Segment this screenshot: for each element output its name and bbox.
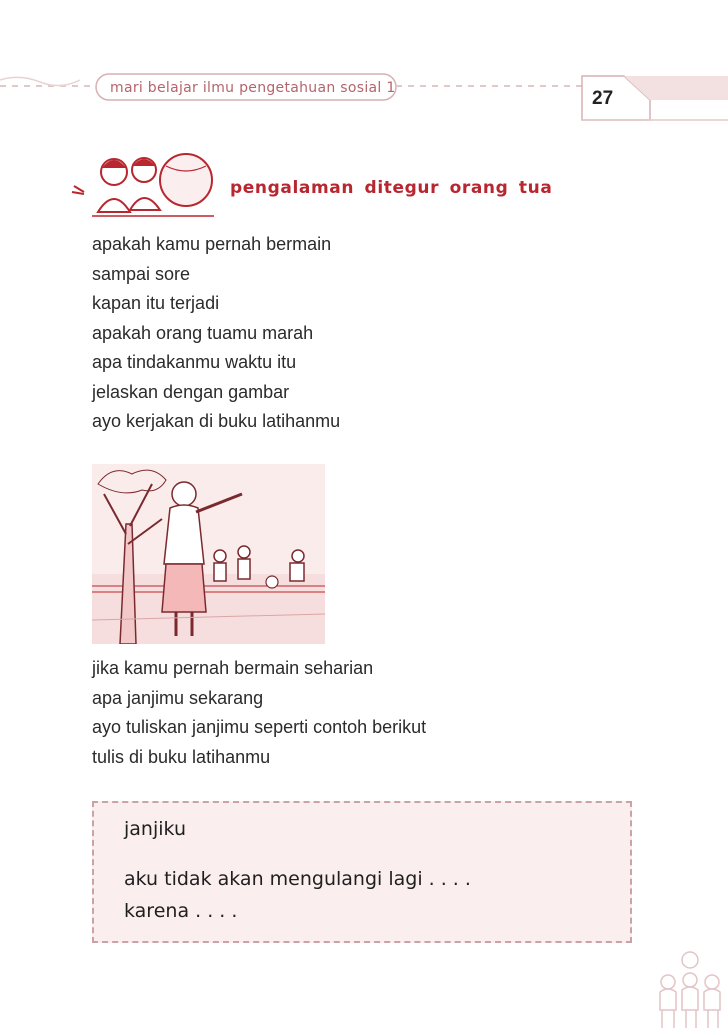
section-title: pengalaman ditegur orang tua [230, 178, 553, 198]
question-line: jelaskan dengan gambar [92, 381, 290, 402]
question-line: apa tindakanmu waktu itu [92, 352, 297, 372]
instruction-line: tulis di buku latihanmu [92, 746, 271, 767]
instruction-line: apa janjimu sekarang [92, 687, 264, 708]
instruction-line: jika kamu pernah bermain seharian [92, 658, 374, 678]
question-line: kapan itu terjadi [92, 293, 220, 313]
two-children-with-ball-icon [64, 146, 224, 226]
promise-line: aku tidak akan mengulangi lagi . . . . [124, 868, 471, 890]
question-line: apakah orang tuamu marah [92, 322, 314, 343]
promise-line: karena . . . . [124, 900, 238, 922]
question-line: ayo kerjakan di buku latihanmu [92, 411, 341, 431]
page-number: 27 [592, 88, 614, 109]
mother-calling-children-playing-ball-illustration [92, 464, 325, 644]
instruction-list [92, 654, 426, 772]
series-label: mari belajar ilmu pengetahuan sosial 1 [110, 80, 396, 96]
question-line: sampai sore [92, 263, 191, 284]
question-line: apakah kamu pernah bermain [92, 234, 332, 254]
instruction-line: ayo tuliskan janjimu seperti contoh berikut [92, 717, 427, 737]
question-list [92, 230, 340, 437]
promise-title: janjiku [124, 818, 186, 840]
children-group-watermark-icon [640, 948, 728, 1035]
